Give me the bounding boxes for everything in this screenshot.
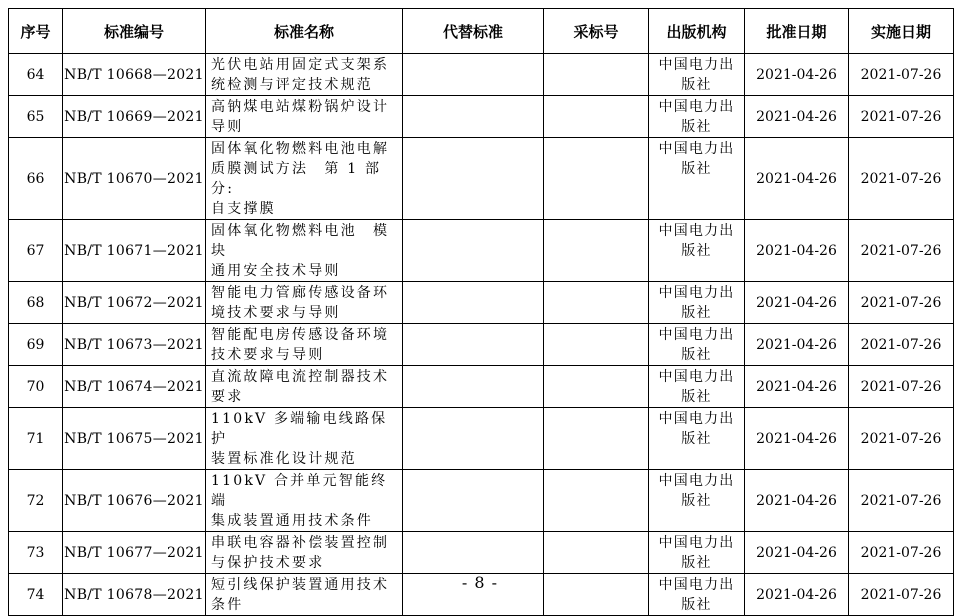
cell-publisher	[649, 138, 745, 220]
cell-name-line: 110kV 多端输电线路保护	[211, 411, 388, 447]
cell-name-line: 光伏电站用固定式支架系	[211, 57, 390, 73]
cell-name-line: 集成装置通用技术条件	[211, 513, 373, 529]
cell-adopt	[544, 220, 649, 282]
cell-effective-date: 2021-07-26	[849, 366, 954, 408]
cell-publisher-line: 中国电力出	[658, 223, 735, 239]
cell-approve-date: 2021-04-26	[745, 366, 849, 408]
cell-no: 65	[9, 96, 63, 138]
cell-publisher-line: 版社	[681, 77, 712, 93]
cell-adopt	[544, 532, 649, 574]
cell-effective-date: 2021-07-26	[849, 470, 954, 532]
cell-approve-date: 2021-04-26	[745, 408, 849, 470]
table-body	[9, 54, 954, 616]
cell-name	[206, 282, 403, 324]
cell-publisher-line: 版社	[681, 161, 712, 177]
cell-code: NB/T 10671—2021	[63, 220, 206, 282]
cell-publisher-line: 中国电力出	[658, 141, 735, 157]
cell-publisher	[649, 470, 745, 532]
cell-publisher-line: 版社	[681, 389, 712, 405]
cell-no: 67	[9, 220, 63, 282]
cell-adopt	[544, 470, 649, 532]
cell-no: 72	[9, 470, 63, 532]
cell-name	[206, 408, 403, 470]
cell-adopt	[544, 324, 649, 366]
cell-approve-date: 2021-04-26	[745, 138, 849, 220]
cell-effective-date: 2021-07-26	[849, 282, 954, 324]
cell-replace	[403, 470, 544, 532]
cell-no: 73	[9, 532, 63, 574]
cell-name	[206, 96, 403, 138]
table-row	[9, 470, 954, 532]
cell-publisher	[649, 54, 745, 96]
cell-replace	[403, 96, 544, 138]
cell-name-line: 固体氧化物燃料电池电解	[211, 141, 390, 157]
cell-publisher-line: 中国电力出	[658, 411, 735, 427]
table-row	[9, 220, 954, 282]
cell-replace	[403, 220, 544, 282]
cell-publisher-line: 版社	[681, 347, 712, 363]
cell-adopt	[544, 282, 649, 324]
cell-adopt	[544, 54, 649, 96]
cell-code: NB/T 10678—2021	[63, 574, 206, 616]
cell-code: NB/T 10674—2021	[63, 366, 206, 408]
table-row	[9, 532, 954, 574]
cell-publisher-line: 中国电力出	[658, 577, 735, 593]
cell-name-line: 装置标准化设计规范	[211, 451, 357, 467]
cell-publisher-line: 中国电力出	[658, 473, 735, 489]
cell-publisher	[649, 324, 745, 366]
cell-approve-date: 2021-04-26	[745, 220, 849, 282]
cell-effective-date: 2021-07-26	[849, 138, 954, 220]
header-approve-date: 批准日期	[745, 9, 849, 54]
cell-no: 66	[9, 138, 63, 220]
cell-approve-date: 2021-04-26	[745, 282, 849, 324]
cell-replace	[403, 282, 544, 324]
cell-name-line: 条件	[211, 597, 244, 613]
cell-code: NB/T 10668—2021	[63, 54, 206, 96]
table-row	[9, 408, 954, 470]
cell-publisher	[649, 366, 745, 408]
cell-no: 64	[9, 54, 63, 96]
cell-name-line: 智能电力管廊传感设备环	[211, 285, 390, 301]
header-effective-date: 实施日期	[849, 9, 954, 54]
cell-replace	[403, 324, 544, 366]
cell-no: 69	[9, 324, 63, 366]
table-row	[9, 282, 954, 324]
cell-publisher-line: 版社	[681, 597, 712, 613]
cell-name	[206, 138, 403, 220]
cell-name	[206, 366, 403, 408]
cell-name-line: 导则	[211, 119, 244, 135]
cell-name-line: 质膜测试方法 第 1 部分:	[211, 161, 382, 197]
cell-code: NB/T 10669—2021	[63, 96, 206, 138]
cell-name-line: 通用安全技术导则	[211, 263, 341, 279]
cell-approve-date: 2021-04-26	[745, 54, 849, 96]
cell-name	[206, 532, 403, 574]
cell-publisher	[649, 96, 745, 138]
cell-effective-date: 2021-07-26	[849, 220, 954, 282]
cell-publisher	[649, 282, 745, 324]
cell-name-line: 要求	[211, 389, 244, 405]
cell-replace	[403, 408, 544, 470]
cell-publisher-line: 中国电力出	[658, 285, 735, 301]
cell-name	[206, 470, 403, 532]
cell-publisher	[649, 532, 745, 574]
cell-publisher-line: 中国电力出	[658, 57, 735, 73]
cell-no: 74	[9, 574, 63, 616]
cell-name-line: 直流故障电流控制器技术	[211, 369, 390, 385]
cell-code: NB/T 10672—2021	[63, 282, 206, 324]
cell-effective-date: 2021-07-26	[849, 54, 954, 96]
header-adopt: 采标号	[544, 9, 649, 54]
cell-code: NB/T 10676—2021	[63, 470, 206, 532]
page-number: - 8 -	[461, 573, 499, 592]
cell-code: NB/T 10675—2021	[63, 408, 206, 470]
cell-publisher-line: 版社	[681, 305, 712, 321]
cell-approve-date: 2021-04-26	[745, 96, 849, 138]
cell-no: 70	[9, 366, 63, 408]
cell-effective-date: 2021-07-26	[849, 324, 954, 366]
header-no: 序号	[9, 9, 63, 54]
cell-no: 71	[9, 408, 63, 470]
table-row	[9, 138, 954, 220]
cell-name-line: 技术要求与导则	[211, 347, 325, 363]
cell-adopt	[544, 96, 649, 138]
cell-publisher-line: 版社	[681, 493, 712, 509]
cell-name-line: 高钠煤电站煤粉锅炉设计	[211, 99, 390, 115]
cell-adopt	[544, 138, 649, 220]
cell-code: NB/T 10677—2021	[63, 532, 206, 574]
cell-approve-date: 2021-04-26	[745, 574, 849, 616]
cell-code: NB/T 10673—2021	[63, 324, 206, 366]
cell-name	[206, 324, 403, 366]
table-row	[9, 96, 954, 138]
cell-adopt	[544, 366, 649, 408]
cell-approve-date: 2021-04-26	[745, 532, 849, 574]
cell-publisher-line: 中国电力出	[658, 327, 735, 343]
cell-code: NB/T 10670—2021	[63, 138, 206, 220]
cell-name	[206, 54, 403, 96]
cell-publisher-line: 中国电力出	[658, 535, 735, 551]
table-row	[9, 366, 954, 408]
cell-publisher-line: 中国电力出	[658, 369, 735, 385]
cell-replace	[403, 54, 544, 96]
cell-name-line: 短引线保护装置通用技术	[211, 577, 390, 593]
cell-name-line: 固体氧化物燃料电池 模块	[211, 223, 390, 259]
cell-effective-date: 2021-07-26	[849, 408, 954, 470]
cell-name-line: 串联电容器补偿装置控制	[211, 535, 390, 551]
cell-effective-date: 2021-07-26	[849, 96, 954, 138]
cell-publisher	[649, 408, 745, 470]
header-replace: 代替标准	[403, 9, 544, 54]
cell-name	[206, 220, 403, 282]
cell-name-line: 统检测与评定技术规范	[211, 77, 373, 93]
cell-effective-date: 2021-07-26	[849, 532, 954, 574]
cell-name-line: 境技术要求与导则	[211, 305, 341, 321]
cell-replace	[403, 532, 544, 574]
table-row	[9, 324, 954, 366]
cell-name-line: 110kV 合并单元智能终端	[211, 473, 388, 509]
cell-publisher	[649, 220, 745, 282]
cell-publisher-line: 版社	[681, 243, 712, 259]
cell-publisher-line: 版社	[681, 119, 712, 135]
cell-adopt	[544, 408, 649, 470]
cell-replace	[403, 366, 544, 408]
cell-name-line: 与保护技术要求	[211, 555, 325, 571]
cell-effective-date: 2021-07-26	[849, 574, 954, 616]
cell-no: 68	[9, 282, 63, 324]
cell-approve-date: 2021-04-26	[745, 470, 849, 532]
cell-replace	[403, 138, 544, 220]
cell-name-line: 自支撑膜	[211, 201, 276, 217]
cell-approve-date: 2021-04-26	[745, 324, 849, 366]
standards-table	[8, 8, 954, 616]
table-header-row	[9, 9, 954, 54]
header-name: 标准名称	[206, 9, 403, 54]
header-code: 标准编号	[63, 9, 206, 54]
cell-name-line: 智能配电房传感设备环境	[211, 327, 390, 343]
table-row	[9, 54, 954, 96]
cell-publisher-line: 版社	[681, 431, 712, 447]
header-publisher: 出版机构	[649, 9, 745, 54]
cell-publisher-line: 版社	[681, 555, 712, 571]
cell-publisher-line: 中国电力出	[658, 99, 735, 115]
